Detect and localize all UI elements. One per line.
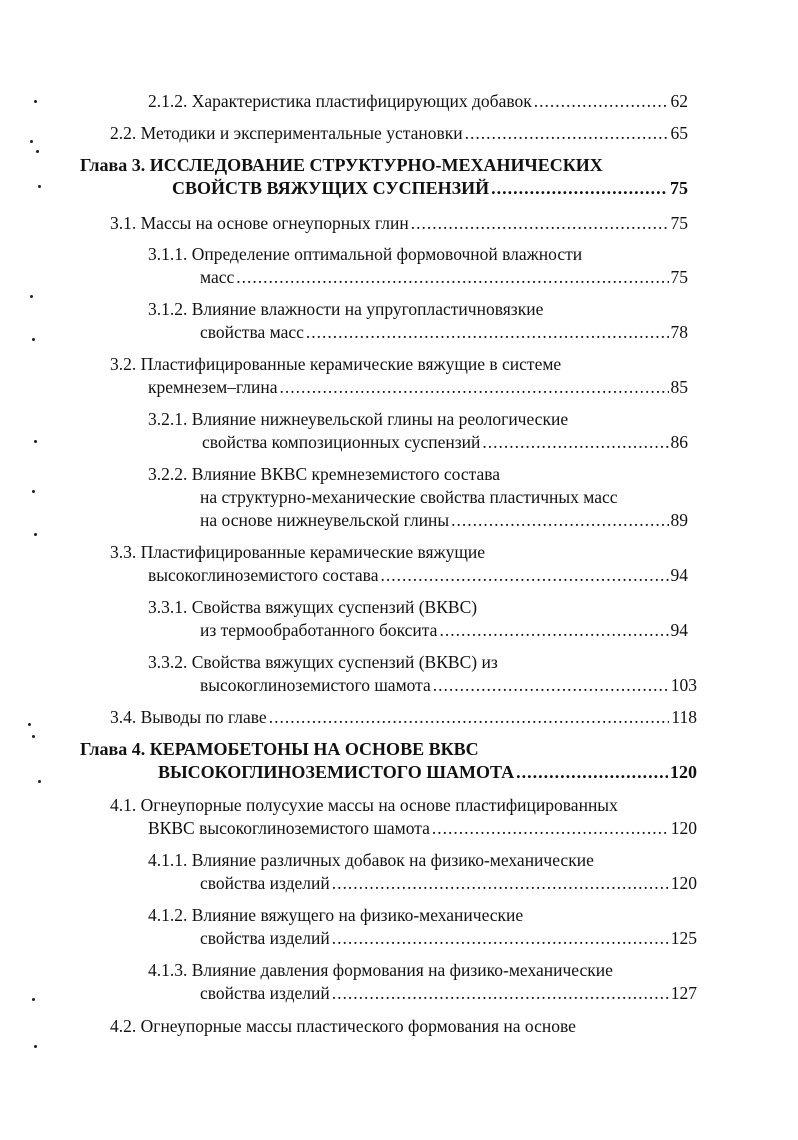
entry-title-line1: Влияние влажности на упругопластичновязкие <box>191 299 544 319</box>
entry-title: Огнеупорные массы пластического формования на основе <box>140 1016 576 1036</box>
entry-title: Методики и экспериментальные установки <box>140 123 463 143</box>
entry-number: 3.2. <box>110 354 137 374</box>
entry-title-line1: Определение оптимальной формовочной влажности <box>191 244 583 264</box>
entry-title-line2: на структурно-механические свойства пластичных масс <box>200 487 618 507</box>
entry-title: Выводы по главе <box>140 707 267 727</box>
entry-number: 4.1.1. <box>148 850 188 870</box>
toc-entry-3-1-2-line2 <box>200 321 688 343</box>
entry-title-line1: Влияние ВКВС кремнеземистого состава <box>191 464 501 484</box>
toc-entry-3-2-1-line2 <box>202 431 688 453</box>
page-number: 120 <box>670 873 697 893</box>
toc-entry-4-1-2-line2 <box>200 927 697 949</box>
dot-leader <box>432 817 669 839</box>
page-number: 120 <box>670 818 697 838</box>
entry-title-line2: свойства изделий <box>200 983 330 1003</box>
toc-entry-2-1-2 <box>148 90 688 112</box>
entry-title-line1: Свойства вяжущих суспензий (ВКВС) <box>191 597 478 617</box>
dot-leader <box>439 619 668 641</box>
entry-number: 4.1. <box>110 795 137 815</box>
entry-title: Характеристика пластифицирующих добавок <box>191 91 532 111</box>
entry-title: Массы на основе огнеупорных глин <box>140 213 409 233</box>
entry-title-line1: Влияние давления формования на физико-механические <box>191 960 613 980</box>
entry-title-line1: Пластифицированные керамические вяжущие <box>140 542 486 562</box>
dot-leader <box>491 177 668 199</box>
page-number: 86 <box>670 432 688 452</box>
page-number: 62 <box>670 91 688 111</box>
scan-speck <box>32 490 35 493</box>
page-number: 75 <box>670 213 688 233</box>
chapter-prefix: Глава 4. <box>80 739 146 759</box>
entry-title-line2: свойства изделий <box>200 873 330 893</box>
entry-title-line2: высокоглиноземистого состава <box>148 565 379 585</box>
scan-speck <box>36 150 39 153</box>
dot-leader <box>380 564 668 586</box>
toc-entry-4-1-3-line2 <box>200 982 697 1004</box>
entry-number: 3.1. <box>110 213 137 233</box>
entry-number: 3.3.2. <box>148 652 188 672</box>
page-number: 103 <box>670 675 697 695</box>
entry-number: 4.1.2. <box>148 905 188 925</box>
entry-title-line2: ВКВС высокоглиноземистого шамота <box>148 818 430 838</box>
entry-title-line2: свойства масс <box>200 322 304 342</box>
chapter-3-heading <box>80 154 603 176</box>
entry-number: 3.2.2. <box>148 464 188 484</box>
dot-leader <box>332 872 669 894</box>
chapter-3-heading-line2 <box>172 177 688 199</box>
page-number: 94 <box>670 620 688 640</box>
scan-speck <box>30 140 33 143</box>
page-number: 75 <box>670 178 688 198</box>
dot-leader <box>279 376 668 398</box>
entry-title-line1: Свойства вяжущих суспензий (ВКВС) из <box>191 652 498 672</box>
entry-title-line2: свойства изделий <box>200 928 330 948</box>
dot-leader <box>306 321 669 343</box>
toc-entry-4-1-1-line2 <box>200 872 697 894</box>
entry-number: 3.1.2. <box>148 299 188 319</box>
toc-entry-3-1-1 <box>148 243 582 265</box>
dot-leader <box>516 761 668 783</box>
toc-entry-4-1-1 <box>148 849 594 871</box>
toc-entry-3-3 <box>110 541 485 563</box>
entry-title-line2: масс <box>200 267 235 287</box>
chapter-title-line1: КЕРАМОБЕТОНЫ НА ОСНОВЕ ВКВС <box>149 739 479 759</box>
toc-entry-3-3-2 <box>148 651 498 673</box>
toc-entry-3-2-line2 <box>148 376 688 398</box>
page-number: 89 <box>670 510 688 530</box>
entry-title-line1: Влияние нижнеувельской глины на реологические <box>191 409 569 429</box>
toc-entry-3-2-2 <box>148 463 500 485</box>
scan-speck <box>32 735 35 738</box>
entry-title-line1: Влияние вяжущего на физико-механические <box>191 905 524 925</box>
toc-entry-3-2-2-line3 <box>200 509 688 531</box>
chapter-title-line2: ВЫСОКОГЛИНОЗЕМИСТОГО ШАМОТА <box>158 762 515 782</box>
page-number: 94 <box>670 565 688 585</box>
dot-leader <box>332 927 669 949</box>
toc-entry-3-1-1-line2 <box>200 266 688 288</box>
entry-title-line2: высокоглиноземистого шамота <box>200 675 431 695</box>
toc-entry-3-1-2 <box>148 298 543 320</box>
page-number: 118 <box>671 707 697 727</box>
dot-leader <box>236 266 668 288</box>
dot-leader <box>332 982 669 1004</box>
entry-title-line1: Огнеупорные полусухие массы на основе пластифицированных <box>140 795 618 815</box>
toc-entry-3-2-2-line2 <box>200 486 618 508</box>
dot-leader <box>451 509 668 531</box>
scan-speck <box>28 723 31 726</box>
dot-leader <box>465 122 669 144</box>
entry-number: 3.2.1. <box>148 409 188 429</box>
chapter-4-heading-line2 <box>158 761 697 783</box>
entry-number: 3.4. <box>110 707 137 727</box>
page-number: 120 <box>670 762 697 782</box>
scan-speck <box>34 440 37 443</box>
toc-entry-4-2 <box>110 1015 576 1037</box>
entry-title-line3: на основе нижнеувельской глины <box>200 510 450 530</box>
chapter-prefix: Глава 3. <box>80 155 146 175</box>
dot-leader <box>269 706 670 728</box>
toc-entry-4-1 <box>110 794 618 816</box>
entry-number: 4.1.3. <box>148 960 188 980</box>
scan-speck <box>32 998 35 1001</box>
scan-speck <box>32 338 35 341</box>
entry-title-line2: свойства композиционных суспензий <box>202 432 481 452</box>
toc-entry-3-1 <box>110 212 688 234</box>
toc-entry-3-3-line2 <box>148 564 688 586</box>
entry-number: 3.3. <box>110 542 137 562</box>
page-number: 127 <box>670 983 697 1003</box>
page-number: 85 <box>670 377 688 397</box>
toc-entry-3-3-2-line2 <box>200 674 697 696</box>
dot-leader <box>411 212 669 234</box>
page-number: 125 <box>670 928 697 948</box>
entry-number: 2.1.2. <box>148 91 188 111</box>
toc-entry-3-3-1-line2 <box>200 619 688 641</box>
entry-title-line1: Влияние различных добавок на физико-механические <box>191 850 594 870</box>
dot-leader <box>433 674 669 696</box>
toc-entry-4-1-3 <box>148 959 613 981</box>
entry-number: 4.2. <box>110 1016 137 1036</box>
scan-speck <box>34 533 37 536</box>
entry-title-line2: кремнезем–глина <box>148 377 278 397</box>
toc-entry-3-3-1 <box>148 596 477 618</box>
toc-entry-3-2-1 <box>148 408 568 430</box>
dot-leader <box>534 90 669 112</box>
scan-speck <box>38 185 41 188</box>
toc-entry-4-1-2 <box>148 904 523 926</box>
toc-entry-4-1-line2 <box>148 817 697 839</box>
scan-speck <box>34 1045 37 1048</box>
toc-entry-2-2 <box>110 122 688 144</box>
entry-number: 2.2. <box>110 123 137 143</box>
entry-title-line1: Пластифицированные керамические вяжущие в системе <box>140 354 562 374</box>
chapter-title-line1: ИССЛЕДОВАНИЕ СТРУКТУРНО-МЕХАНИЧЕСКИХ <box>149 155 603 175</box>
scan-speck <box>38 780 41 783</box>
chapter-4-heading <box>80 738 479 760</box>
page-number: 78 <box>670 322 688 342</box>
dot-leader <box>482 431 668 453</box>
page-number: 65 <box>670 123 688 143</box>
toc-entry-3-2 <box>110 353 561 375</box>
toc-entry-3-4 <box>110 706 697 728</box>
chapter-title-line2: СВОЙСТВ ВЯЖУЩИХ СУСПЕНЗИЙ <box>172 178 490 198</box>
page-number: 75 <box>670 267 688 287</box>
scan-speck <box>34 100 37 103</box>
entry-number: 3.3.1. <box>148 597 188 617</box>
scan-speck <box>30 295 33 298</box>
entry-title-line2: из термообработанного боксита <box>200 620 438 640</box>
entry-number: 3.1.1. <box>148 244 188 264</box>
